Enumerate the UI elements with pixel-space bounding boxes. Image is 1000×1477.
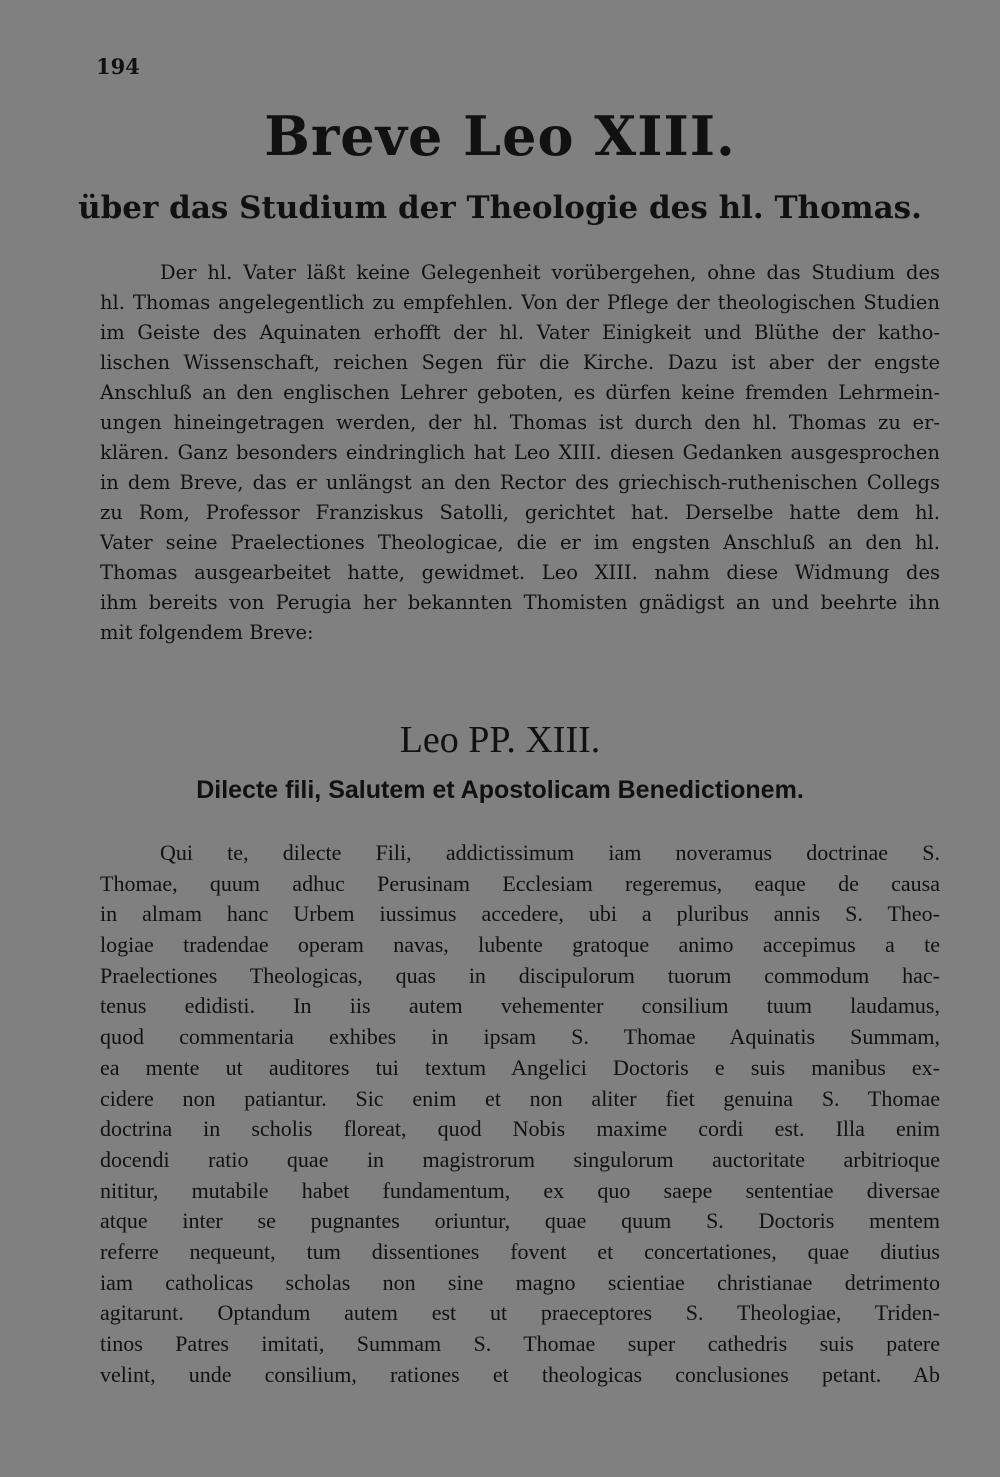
text-line: zu Rom, Professor Franziskus Satolli, gerichtet hat. Derselbe hatte dem hl. (100, 501, 940, 524)
text-line: iam catholicas scholas non sine magno scientiae christianae detrimento (100, 1269, 940, 1295)
text-line: tenus edidisti. In iis autem vehementer consilium tuum laudamus, (100, 993, 940, 1019)
text-line: Thomas ausgearbeitet hatte, gewidmet. Leo XIII. nahm diese Widmung des (100, 561, 940, 584)
salutation: Dilecte fili, Salutem et Apostolicam Benedictionem. (196, 776, 804, 804)
text-line: cidere non patiantur. Sic enim et non aliter fiet genuina S. Thomae (100, 1085, 940, 1111)
page-title: Breve Leo XIII. (264, 104, 736, 168)
text-line: ea mente ut auditores tui textum Angelici Doctoris e suis manibus ex- (100, 1054, 940, 1080)
text-line: Thomae, quum adhuc Perusinam Ecclesiam regeremus, eaque de causa (100, 870, 940, 896)
text-line: agitarunt. Optandum autem est ut praeceptores S. Theologiae, Triden- (100, 1300, 940, 1326)
text-line: Anschluß an den englischen Lehrer geboten, es dürfen keine fremden Lehrmein- (100, 381, 940, 404)
text-line: quod commentaria exhibes in ipsam S. Thomae Aquinatis Summam, (100, 1024, 940, 1050)
text-line: mit folgendem Breve: (100, 621, 314, 644)
brief-heading: Leo PP. XIII. (399, 719, 601, 761)
text-line: referre nequeunt, tum dissentiones fovent et concertationes, quae diutius (100, 1238, 940, 1264)
text-line: in almam hanc Urbem iussimus accedere, ubi a pluribus annis S. Theo- (100, 901, 940, 927)
text-line: in dem Breve, das er unlängst an den Rector des griechisch-ruthenischen Collegs (100, 471, 940, 494)
german-introduction (100, 258, 940, 648)
text-line: im Geiste des Aquinaten erhofft der hl. Vater Einigkeit und Blüthe der katho- (100, 321, 940, 344)
text-line: atque inter se pugnantes oriuntur, quae quum S. Doctoris mentem (100, 1208, 940, 1234)
text-line: Vater seine Praelectiones Theologicae, die er im engsten Anschluß an den hl. (100, 531, 940, 554)
text-line: lischen Wissenschaft, reichen Segen für die Kirche. Dazu ist aber der engste (100, 351, 940, 374)
text-line: tinos Patres imitati, Summam S. Thomae super cathedris suis patere (100, 1331, 940, 1356)
text-line: doctrina in scholis floreat, quod Nobis maxime cordi est. Illa enim (100, 1116, 940, 1142)
page-number: 194 (96, 54, 140, 79)
text-line: ihm bereits von Perugia her bekannten Thomisten gnädigst an und beehrte ihn (100, 591, 940, 614)
text-line: Qui te, dilecte Fili, addictissimum iam noveramus doctrinae S. (160, 840, 940, 865)
text-line: Der hl. Vater läßt keine Gelegenheit vorübergehen, ohne das Studium des (160, 261, 940, 284)
text-line: Praelectiones Theologicas, quas in discipulorum tuorum commodum hac- (100, 962, 940, 988)
latin-letter-text (100, 838, 940, 1390)
text-line: velint, unde consilium, rationes et theologicas conclusiones petant. Ab (100, 1361, 940, 1387)
text-line: hl. Thomas angelegentlich zu empfehlen. Von der Pflege der theologischen Studien (100, 291, 940, 314)
text-line: klären. Ganz besonders eindringlich hat Leo XIII. diesen Gedanken ausgesprochen (100, 441, 940, 464)
text-line: nititur, mutabile habet fundamentum, ex quo saepe sententiae diversae (100, 1177, 940, 1203)
page-subtitle: über das Studium der Theologie des hl. Thomas. (78, 190, 922, 226)
text-line: ungen hineingetragen werden, der hl. Thomas ist durch den hl. Thomas zu er- (100, 411, 940, 434)
text-line: logiae tradendae operam navas, lubente gratoque animo accepimus a te (100, 932, 940, 958)
text-line: docendi ratio quae in magistrorum singulorum auctoritate arbitrioque (100, 1146, 940, 1172)
